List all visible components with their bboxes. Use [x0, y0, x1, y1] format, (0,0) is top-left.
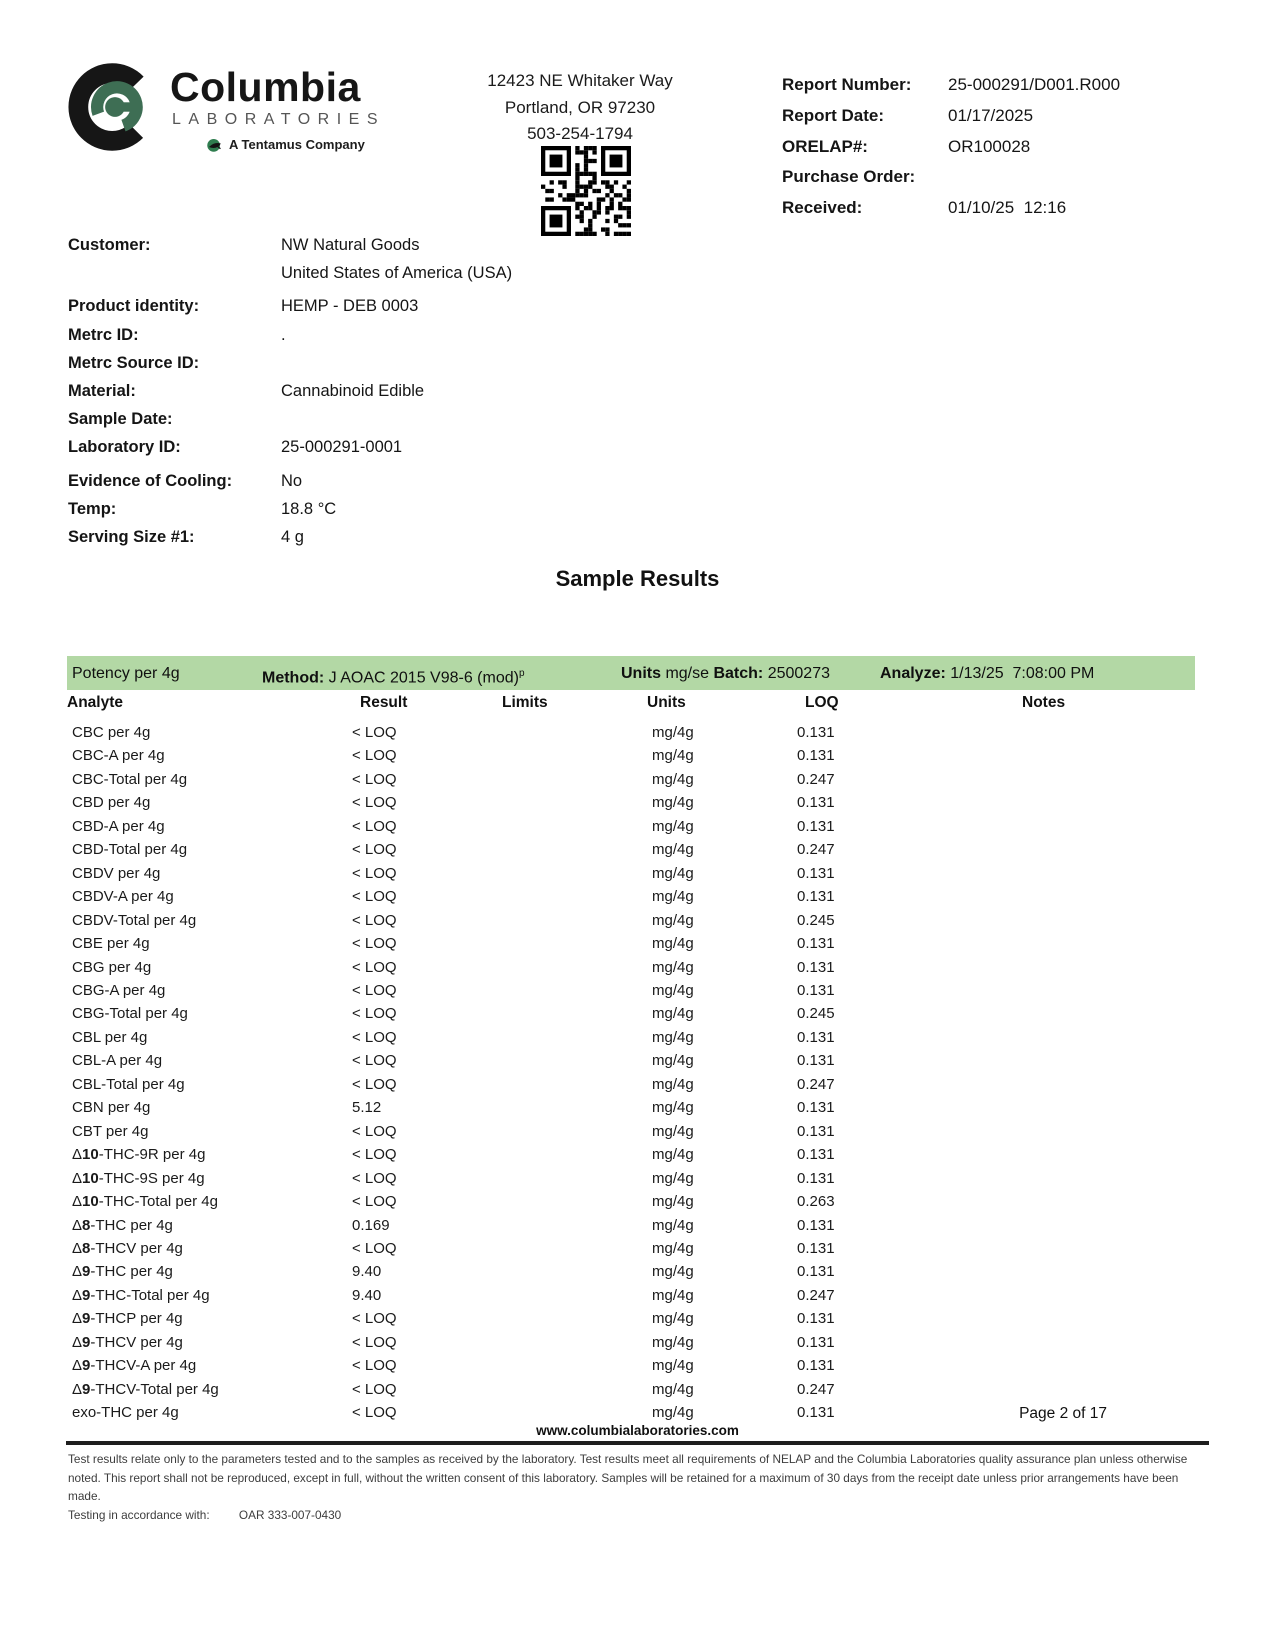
cell-analyte: CBG per 4g	[72, 958, 152, 976]
customer-value	[281, 231, 512, 287]
cell-limits	[502, 1307, 647, 1330]
tentamus-leaf-icon	[206, 136, 223, 153]
cell-result: < LOQ	[352, 1146, 397, 1164]
report-info	[782, 70, 1120, 224]
cell-result: 9.40	[352, 1263, 382, 1281]
cell-units: mg/4g	[652, 1052, 694, 1070]
accordance-label: Testing in accordance with:	[68, 1507, 210, 1522]
cell-notes	[1022, 1284, 1195, 1307]
report-number-value: 25-000291/D001.R000	[948, 75, 1121, 94]
report-number-label: Report Number:	[782, 75, 912, 94]
customer-label: Customer:	[68, 236, 151, 254]
band-units-batch	[621, 656, 830, 692]
cell-units: mg/4g	[652, 1005, 694, 1023]
received-value: 01/10/25 12:16	[948, 198, 1067, 218]
columbia-logo	[68, 60, 385, 154]
temp-label: Temp:	[68, 499, 117, 518]
customer-country: United States of America (USA)	[281, 264, 513, 283]
cell-limits	[502, 1073, 647, 1096]
table-row	[67, 815, 1195, 838]
cell-loq: 0.131	[797, 1099, 835, 1117]
table-row	[67, 1120, 1195, 1143]
cell-loq: 0.247	[797, 841, 835, 859]
cell-loq: 0.131	[797, 1028, 835, 1046]
cell-analyte: Δ9-THC per 4g	[72, 1263, 173, 1281]
cell-analyte: CBDV per 4g	[72, 864, 161, 882]
cell-units: mg/4g	[652, 935, 694, 953]
cell-limits	[502, 885, 647, 908]
sample-info-row	[68, 377, 768, 405]
table-row	[67, 838, 1195, 861]
cell-units: mg/4g	[652, 841, 694, 859]
cell-result: < LOQ	[352, 1075, 397, 1093]
cell-limits	[502, 768, 647, 791]
cell-result: < LOQ	[352, 1404, 397, 1422]
cell-loq: 0.131	[797, 981, 835, 999]
product-identity-label: Product identity:	[68, 297, 200, 316]
cell-loq: 0.131	[797, 1146, 835, 1164]
method-superscript: p	[518, 668, 525, 679]
cell-limits	[502, 1331, 647, 1354]
metrc-source-id-label: Metrc Source ID:	[68, 353, 200, 372]
material-value: Cannabinoid Edible	[281, 382, 425, 401]
table-row	[67, 721, 1195, 744]
cell-analyte: CBE per 4g	[72, 935, 150, 953]
cell-limits	[502, 815, 647, 838]
units-value: mg/se	[661, 665, 714, 682]
cell-loq: 0.131	[797, 864, 835, 882]
cell-analyte: Δ9-THC-Total per 4g	[72, 1286, 210, 1304]
cell-units: mg/4g	[652, 981, 694, 999]
metrc-id-value: .	[281, 325, 286, 344]
cell-analyte: CBD-A per 4g	[72, 817, 165, 835]
cell-notes	[1022, 721, 1195, 744]
cell-result: < LOQ	[352, 1333, 397, 1351]
table-row	[67, 1307, 1195, 1330]
report-date-label: Report Date:	[782, 105, 885, 125]
cell-notes	[1022, 768, 1195, 791]
cell-loq: 0.247	[797, 770, 835, 788]
serving-size-value: 4 g	[281, 528, 304, 547]
cell-loq: 0.247	[797, 1075, 835, 1093]
cell-notes	[1022, 1378, 1195, 1401]
cell-notes	[1022, 932, 1195, 955]
cell-notes	[1022, 979, 1195, 1002]
cell-limits	[502, 1190, 647, 1213]
cell-result: < LOQ	[352, 794, 397, 812]
band-method	[262, 656, 525, 696]
column-header-loq: LOQ	[805, 694, 839, 711]
cell-result: < LOQ	[352, 981, 397, 999]
cell-limits	[502, 1120, 647, 1143]
cell-limits	[502, 1284, 647, 1307]
cell-limits	[502, 1026, 647, 1049]
cell-notes	[1022, 815, 1195, 838]
sample-info-row	[68, 292, 768, 320]
temp-value: 18.8 °C	[281, 499, 337, 518]
cell-units: mg/4g	[652, 1146, 694, 1164]
table-row	[67, 1167, 1195, 1190]
cell-notes	[1022, 1214, 1195, 1237]
cell-analyte: Δ10-THC-Total per 4g	[72, 1193, 218, 1211]
cell-loq: 0.131	[797, 1310, 835, 1328]
band-analyze	[880, 656, 1094, 692]
cell-result: < LOQ	[352, 958, 397, 976]
website-link[interactable]: www.columbialaboratories.com	[536, 1423, 739, 1438]
logo-text	[170, 60, 385, 153]
analyze-label: Analyze:	[880, 665, 946, 682]
table-row	[67, 932, 1195, 955]
cell-result: < LOQ	[352, 817, 397, 835]
cell-notes	[1022, 1002, 1195, 1025]
accordance-row	[68, 1506, 1214, 1525]
customer-name: NW Natural Goods	[281, 236, 420, 254]
column-header-units: Units	[647, 694, 686, 711]
cell-limits	[502, 744, 647, 767]
cell-loq: 0.131	[797, 1169, 835, 1187]
cell-loq: 0.131	[797, 817, 835, 835]
method-value: J AOAC 2015 V98-6 (mod)	[324, 669, 519, 687]
address-line-1: 12423 NE Whitaker Way	[487, 71, 673, 90]
cell-loq: 0.131	[797, 1357, 835, 1375]
cell-analyte: CBL per 4g	[72, 1028, 148, 1046]
units-label: Units	[621, 665, 661, 682]
cell-result: < LOQ	[352, 1193, 397, 1211]
column-header-notes: Notes	[1022, 694, 1066, 711]
cell-limits	[502, 791, 647, 814]
cell-result: < LOQ	[352, 770, 397, 788]
footer-divider	[66, 1441, 1209, 1445]
cell-result: 9.40	[352, 1286, 382, 1304]
cell-notes	[1022, 1049, 1195, 1072]
table-row	[67, 1190, 1195, 1213]
cell-units: mg/4g	[652, 1286, 694, 1304]
cell-units: mg/4g	[652, 1263, 694, 1281]
cell-result: < LOQ	[352, 724, 397, 741]
table-row	[67, 1026, 1195, 1049]
cell-units: mg/4g	[652, 1075, 694, 1093]
cell-result: < LOQ	[352, 1380, 397, 1398]
table-row	[67, 1284, 1195, 1307]
cell-analyte: CBT per 4g	[72, 1122, 149, 1140]
band-title: Potency per 4g	[72, 665, 180, 682]
metrc-id-label: Metrc ID:	[68, 325, 139, 344]
table-row	[67, 791, 1195, 814]
cell-notes	[1022, 1026, 1195, 1049]
sample-info-row	[68, 321, 768, 349]
sample-info-row	[68, 231, 768, 287]
cell-notes	[1022, 956, 1195, 979]
analyze-value: 1/13/25 7:08:00 PM	[945, 665, 1095, 682]
cell-analyte: exo-THC per 4g	[72, 1404, 179, 1422]
report-info-row	[782, 193, 1120, 224]
batch-label: Batch:	[713, 665, 764, 682]
cell-loq: 0.245	[797, 1005, 835, 1023]
cell-limits	[502, 1143, 647, 1166]
cell-units: mg/4g	[652, 794, 694, 812]
lab-address	[430, 68, 730, 148]
cell-notes	[1022, 1307, 1195, 1330]
cell-result: < LOQ	[352, 1122, 397, 1140]
laboratory-id-value: 25-000291-0001	[281, 438, 403, 457]
cell-loq: 0.131	[797, 1122, 835, 1140]
material-label: Material:	[68, 382, 136, 401]
cell-loq: 0.247	[797, 1286, 835, 1304]
cell-analyte: CBC per 4g	[72, 724, 151, 741]
cell-limits	[502, 721, 647, 744]
cell-analyte: CBL-Total per 4g	[72, 1075, 185, 1093]
cell-result: < LOQ	[352, 888, 397, 906]
table-row	[67, 768, 1195, 791]
cell-units: mg/4g	[652, 724, 694, 741]
cell-limits	[502, 862, 647, 885]
report-info-row	[782, 70, 1120, 101]
cell-limits	[502, 1002, 647, 1025]
cell-loq: 0.247	[797, 1380, 835, 1398]
cell-analyte: CBDV-A per 4g	[72, 888, 174, 906]
sample-info-row	[68, 433, 768, 461]
evidence-of-cooling-value: No	[281, 471, 303, 490]
cell-units: mg/4g	[652, 770, 694, 788]
table-header-row	[67, 692, 1195, 721]
batch-value: 2500273	[763, 665, 830, 682]
cell-units: mg/4g	[652, 911, 694, 929]
logo-subtitle: LABORATORIES	[172, 111, 385, 128]
cell-notes	[1022, 1190, 1195, 1213]
cell-units: mg/4g	[652, 1239, 694, 1257]
cell-units: mg/4g	[652, 1193, 694, 1211]
sample-info-row	[68, 495, 768, 523]
cell-limits	[502, 838, 647, 861]
sample-info-row	[68, 523, 768, 551]
table-row	[67, 1073, 1195, 1096]
cell-notes	[1022, 744, 1195, 767]
cell-limits	[502, 1354, 647, 1377]
cell-notes	[1022, 862, 1195, 885]
cell-notes	[1022, 1073, 1195, 1096]
table-row	[67, 1260, 1195, 1283]
sample-date-label: Sample Date:	[68, 410, 173, 429]
cell-units: mg/4g	[652, 747, 694, 765]
column-header-analyte: Analyte	[67, 694, 123, 711]
report-date-value: 01/17/2025	[948, 105, 1034, 125]
cell-result: 5.12	[352, 1099, 382, 1117]
cell-analyte: CBDV-Total per 4g	[72, 911, 197, 929]
results-tbody	[67, 721, 1195, 1425]
report-info-row	[782, 162, 1120, 193]
cell-units: mg/4g	[652, 864, 694, 882]
logo-tagline	[206, 136, 385, 153]
cell-analyte: Δ10-THC-9S per 4g	[72, 1169, 205, 1187]
cell-notes	[1022, 791, 1195, 814]
cell-analyte: CBN per 4g	[72, 1099, 151, 1117]
cell-units: mg/4g	[652, 1357, 694, 1375]
cell-analyte: Δ9-THCP per 4g	[72, 1310, 183, 1328]
cell-analyte: CBD-Total per 4g	[72, 841, 188, 859]
cell-analyte: CBC-A per 4g	[72, 747, 165, 765]
table-row	[67, 1143, 1195, 1166]
results-table	[67, 692, 1195, 1425]
table-row	[67, 744, 1195, 767]
cell-limits	[502, 1167, 647, 1190]
cell-loq: 0.131	[797, 1333, 835, 1351]
column-header-result: Result	[360, 694, 408, 711]
cell-units: mg/4g	[652, 1122, 694, 1140]
cell-notes	[1022, 1354, 1195, 1377]
cell-analyte: CBG-Total per 4g	[72, 1005, 188, 1023]
orelap-value: OR100028	[948, 136, 1031, 156]
tagline-text: A Tentamus Company	[229, 137, 365, 152]
column-header-limits: Limits	[502, 694, 548, 711]
cell-result: < LOQ	[352, 911, 397, 929]
cell-analyte: Δ9-THCV per 4g	[72, 1333, 183, 1351]
cell-units: mg/4g	[652, 1169, 694, 1187]
cell-limits	[502, 1260, 647, 1283]
cell-result: < LOQ	[352, 747, 397, 765]
cell-units: mg/4g	[652, 888, 694, 906]
cell-loq: 0.131	[797, 888, 835, 906]
table-row	[67, 1237, 1195, 1260]
footer-disclaimer	[68, 1450, 1214, 1524]
table-row	[67, 909, 1195, 932]
orelap-label: ORELAP#:	[782, 136, 868, 156]
cell-notes	[1022, 885, 1195, 908]
cell-notes	[1022, 1143, 1195, 1166]
cell-result: < LOQ	[352, 1028, 397, 1046]
cell-result: < LOQ	[352, 864, 397, 882]
table-row	[67, 862, 1195, 885]
cell-units: mg/4g	[652, 1028, 694, 1046]
table-row	[67, 885, 1195, 908]
cell-loq: 0.131	[797, 935, 835, 953]
cell-analyte: CBC-Total per 4g	[72, 770, 188, 788]
evidence-of-cooling-label: Evidence of Cooling:	[68, 471, 233, 490]
cell-notes	[1022, 1331, 1195, 1354]
cell-limits	[502, 932, 647, 955]
cell-analyte: Δ9-THCV-Total per 4g	[72, 1380, 219, 1398]
potency-method-band	[67, 656, 1195, 690]
cell-loq: 0.245	[797, 911, 835, 929]
laboratory-id-label: Laboratory ID:	[68, 438, 181, 457]
cell-units: mg/4g	[652, 958, 694, 976]
cell-units: mg/4g	[652, 1099, 694, 1117]
cell-units: mg/4g	[652, 817, 694, 835]
cell-notes	[1022, 1167, 1195, 1190]
cell-result: < LOQ	[352, 1357, 397, 1375]
sample-info-row	[68, 467, 768, 495]
serving-size-label: Serving Size #1:	[68, 528, 195, 547]
cell-units: mg/4g	[652, 1380, 694, 1398]
cell-result: < LOQ	[352, 841, 397, 859]
cell-result: < LOQ	[352, 1169, 397, 1187]
report-info-row	[782, 132, 1120, 163]
cell-units: mg/4g	[652, 1333, 694, 1351]
sample-info-row	[68, 349, 768, 377]
disclaimer-text: Test results relate only to the parameters tested and to the samples as received by the laboratory. Test results meet all requirements of NELAP and the Columbia Laboratories quality assurance plan unless otherwise noted. This report shall not be reproduced, except in full, without the written consent of this laboratory. Samples will be retained for a maximum of 30 days from the receipt date unless prior arrangements have been made.	[68, 1452, 1188, 1504]
cell-limits	[502, 1049, 647, 1072]
received-label: Received:	[782, 198, 863, 218]
cell-analyte: CBL-A per 4g	[72, 1052, 163, 1070]
cell-loq: 0.131	[797, 747, 835, 765]
section-title: Sample Results	[555, 566, 720, 591]
cell-limits	[502, 1378, 647, 1401]
cell-loq: 0.131	[797, 1239, 835, 1257]
cell-notes	[1022, 1237, 1195, 1260]
table-row	[67, 1049, 1195, 1072]
cell-loq: 0.131	[797, 1404, 835, 1422]
cell-loq: 0.131	[797, 794, 835, 812]
table-row	[67, 1214, 1195, 1237]
cell-result: < LOQ	[352, 1310, 397, 1328]
cell-loq: 0.131	[797, 1216, 835, 1234]
cell-result: < LOQ	[352, 1005, 397, 1023]
cell-analyte: CBG-A per 4g	[72, 981, 166, 999]
table-row	[67, 1331, 1195, 1354]
cell-notes	[1022, 838, 1195, 861]
method-label: Method:	[262, 669, 325, 687]
sample-info-row	[68, 405, 768, 433]
cell-limits	[502, 1214, 647, 1237]
address-line-3: 503-254-1794	[527, 124, 633, 143]
table-row	[67, 979, 1195, 1002]
table-row	[67, 1096, 1195, 1119]
report-info-row	[782, 101, 1120, 132]
cell-limits	[502, 909, 647, 932]
cell-analyte: Δ9-THCV-A per 4g	[72, 1357, 197, 1375]
cell-loq: 0.131	[797, 1052, 835, 1070]
product-identity-value: HEMP - DEB 0003	[281, 297, 419, 316]
cell-notes	[1022, 1120, 1195, 1143]
accordance-value: OAR 333-007-0430	[238, 1507, 342, 1522]
cell-notes	[1022, 1260, 1195, 1283]
cell-units: mg/4g	[652, 1310, 694, 1328]
sample-info	[68, 231, 768, 551]
address-line-2: Portland, OR 97230	[504, 97, 656, 117]
columbia-logo-icon	[68, 60, 162, 154]
cell-analyte: CBD per 4g	[72, 794, 151, 812]
cell-loq: 0.263	[797, 1193, 835, 1211]
cell-result: < LOQ	[352, 935, 397, 953]
cell-limits	[502, 1096, 647, 1119]
cell-result: < LOQ	[352, 1239, 397, 1257]
cell-analyte: Δ8-THCV per 4g	[72, 1239, 183, 1257]
purchase-order-label: Purchase Order:	[782, 167, 916, 187]
cell-result: 0.169	[352, 1216, 390, 1234]
cell-limits	[502, 956, 647, 979]
table-row	[67, 1378, 1195, 1401]
qr-code	[541, 146, 631, 236]
cell-notes	[1022, 1096, 1195, 1119]
cell-loq: 0.131	[797, 724, 835, 741]
cell-result: < LOQ	[352, 1052, 397, 1070]
table-row	[67, 956, 1195, 979]
cell-notes	[1022, 909, 1195, 932]
cell-loq: 0.131	[797, 1263, 835, 1281]
cell-limits	[502, 979, 647, 1002]
cell-limits	[502, 1237, 647, 1260]
cell-analyte: Δ10-THC-9R per 4g	[72, 1146, 206, 1164]
cell-units: mg/4g	[652, 1404, 694, 1422]
cell-analyte: Δ8-THC per 4g	[72, 1216, 173, 1234]
logo-wordmark: Columbia	[170, 64, 361, 110]
page-indicator: Page 2 of 17	[1019, 1405, 1107, 1422]
table-row	[67, 1002, 1195, 1025]
table-row	[67, 1354, 1195, 1377]
cell-units: mg/4g	[652, 1216, 694, 1234]
cell-loq: 0.131	[797, 958, 835, 976]
